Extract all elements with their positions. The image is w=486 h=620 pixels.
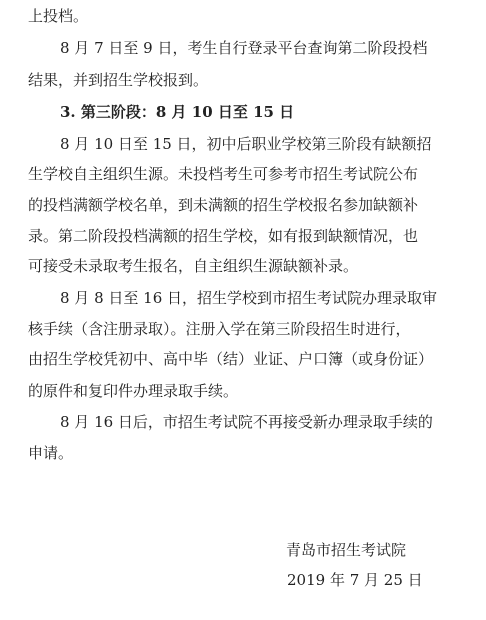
text-line: 的原件和复印件办理录取手续。 [28, 382, 239, 400]
text-line: 8 月 10 日至 15 日，初中后职业学校第三阶段有缺额招 [60, 135, 432, 153]
text-line: 结果，并到招生学校报到。 [28, 71, 209, 89]
signature-organization: 青岛市招生考试院 [286, 541, 407, 559]
text-line: 可接受未录取考生报名，自主组织生源缺额补录。 [28, 257, 359, 275]
text-line: 上投档。 [28, 7, 89, 25]
text-line: 由招生学校凭初中、高中毕（结）业证、户口簿（或身份证） [28, 350, 434, 368]
signature-date: 2019 年 7 月 25 日 [287, 571, 423, 589]
text-line: 生学校自主组织生源。未投档考生可参考市招生考试院公布 [28, 165, 419, 183]
text-line: 8 月 7 日至 9 日，考生自行登录平台查询第二阶段投档 [60, 39, 428, 57]
text-line: 8 月 16 日后，市招生考试院不再接受新办理录取手续的 [60, 413, 433, 431]
text-line: 8 月 8 日至 16 日，招生学校到市招生考试院办理录取审 [60, 289, 438, 307]
text-line: 录。第二阶段投档满额的招生学校，如有报到缺额情况，也 [28, 227, 419, 245]
section-heading: 3. 第三阶段：8 月 10 日至 15 日 [60, 103, 295, 121]
text-line: 申请。 [28, 444, 74, 462]
text-line: 核手续（含注册录取）。注册入学在第三阶段招生时进行， [28, 320, 411, 338]
text-line: 的投档满额学校名单，到未满额的招生学校报名参加缺额补 [28, 196, 419, 214]
